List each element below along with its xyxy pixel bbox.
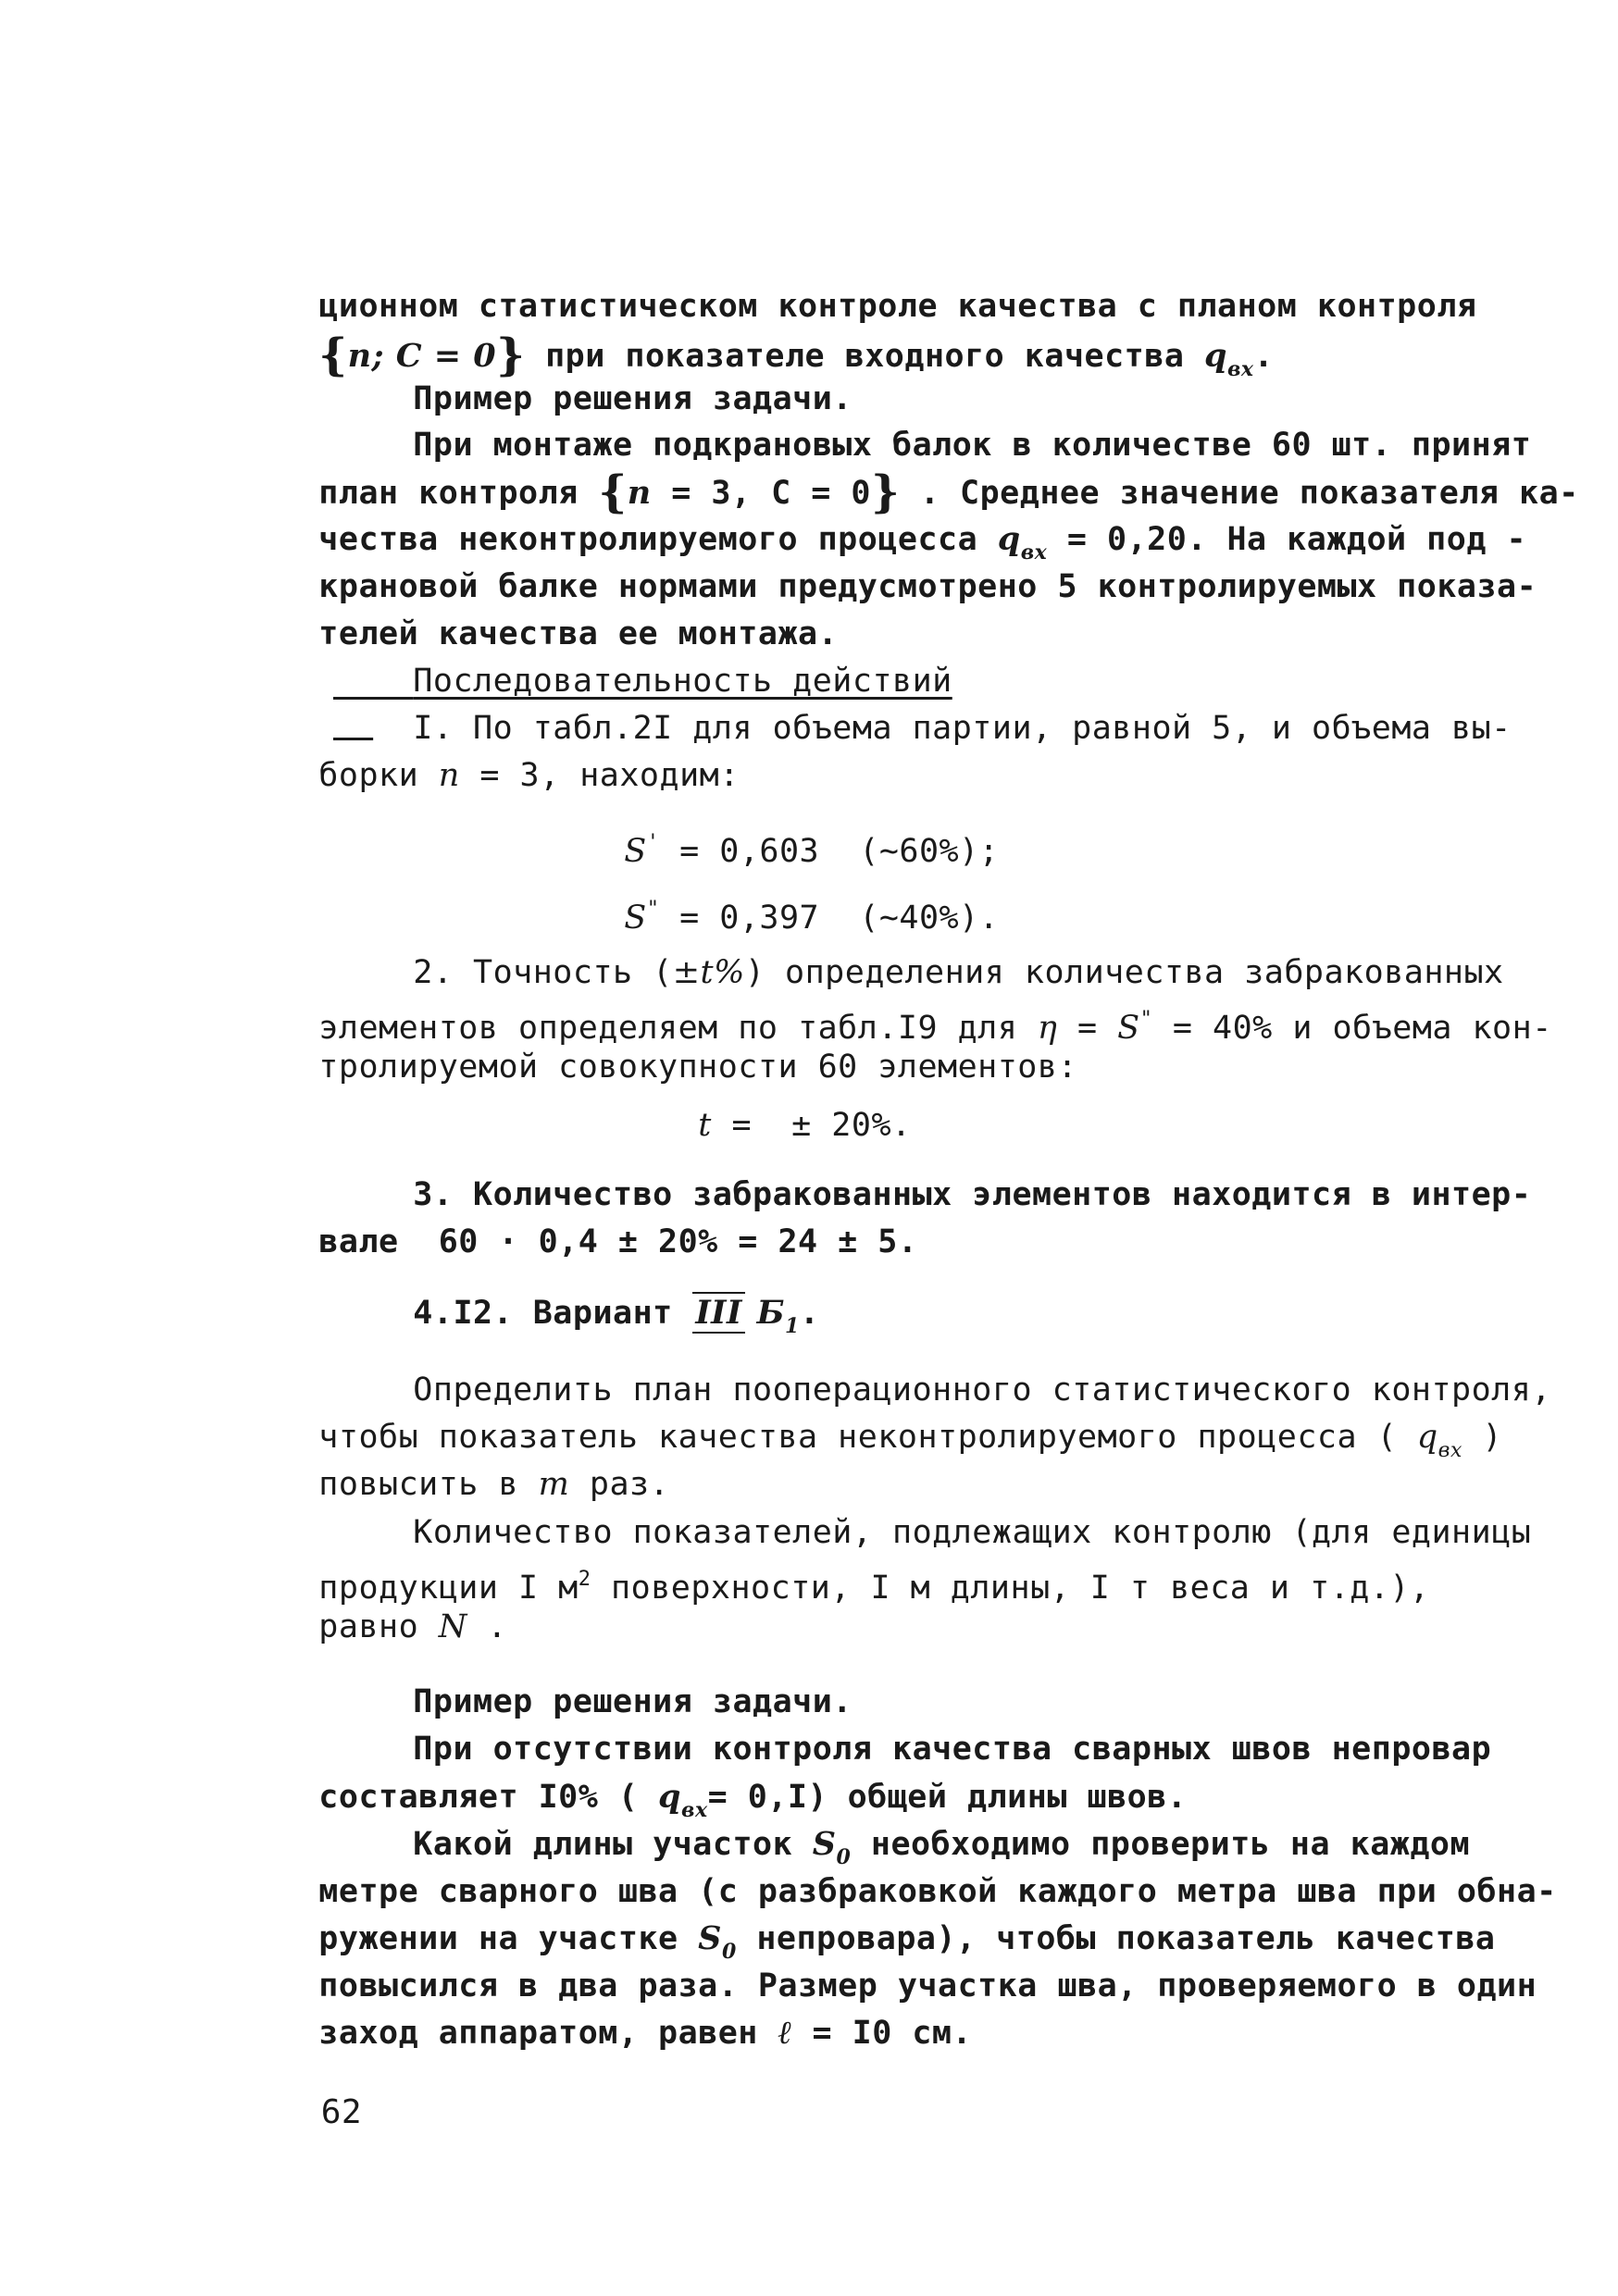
text-span: 62 <box>320 2093 363 2131</box>
text-span: = 40% и объема кон- <box>1152 1010 1552 1047</box>
text-span: ционном статистическом контроле качества с планом контроля <box>318 288 1477 325</box>
text-span: 3. Количество забракованных элементов находится в интер- <box>413 1176 1532 1213</box>
text-span: повысился в два раза. Размер участка шва, проверяемого в один <box>318 1967 1537 2004</box>
text-span: крановой балке нормами предусмотрено 5 контролируемых показа- <box>318 568 1537 605</box>
text-span: поверхности, I м длины, I т веса и т.д.), <box>591 1570 1430 1607</box>
text-span: Какой длины участок <box>413 1826 813 1863</box>
variable-q: q <box>997 520 1021 558</box>
text-span: = 0,603 (~60%); <box>659 833 1000 870</box>
text-span: непровара), чтобы показатель качества <box>736 1920 1496 1957</box>
text-span: телей качества ее монтажа. <box>318 615 839 652</box>
roman-numeral: III <box>692 1292 745 1334</box>
text-span: вале 60 · 0,4 ± 20% = 24 ± 5. <box>318 1223 918 1260</box>
text-span: Количество показателей, подлежащих контролю (для единицы <box>413 1514 1532 1551</box>
subscript: вх <box>1020 540 1048 565</box>
text-span: = 0,20. На каждой под - <box>1047 521 1527 558</box>
text-span: 2. Точность ( <box>413 954 673 991</box>
text-span: план контроля <box>318 475 599 512</box>
text-span: чтобы показатель качества неконтролируемого процесса ( <box>318 1419 1417 1456</box>
text-span: = I0 см. <box>791 2015 973 2052</box>
variable-eta: η <box>1037 1010 1058 1047</box>
subscript: вх <box>681 1798 708 1822</box>
text-span: = 3, C = 0 <box>651 475 871 512</box>
text-span: = <box>1057 1010 1118 1047</box>
variable-n: n <box>627 474 652 512</box>
text-span: . Среднее значение показателя ка- <box>900 475 1579 512</box>
text-span: I. По табл.2I для объема партии, равной 5, и объема вы- <box>413 710 1512 747</box>
variable-n: N <box>438 1608 467 1645</box>
text-span: Последовательность действий <box>413 663 952 700</box>
text-span: продукции I м <box>318 1570 579 1607</box>
text-span: повысить в <box>318 1466 539 1503</box>
text-span: При монтаже подкрановых балок в количестве 60 шт. принят <box>413 427 1532 464</box>
brace: { <box>598 466 628 518</box>
subscript: 0 <box>721 1940 737 1964</box>
page-number <box>239 2052 362 2174</box>
variable-s: S <box>624 900 647 937</box>
text-span: составляет I0% ( <box>318 1779 659 1816</box>
brace: { <box>318 329 348 381</box>
text-span: ; C = 0 <box>371 337 497 375</box>
text-span: . <box>799 1295 820 1332</box>
text-span: = ± 20%. <box>711 1107 912 1144</box>
brace: } <box>870 466 901 518</box>
variable-t: ±t% <box>672 954 745 991</box>
variable-q: q <box>1416 1419 1438 1456</box>
text-span: раз. <box>569 1466 670 1503</box>
text-span: ) определения количества забракованных <box>744 954 1504 991</box>
text-span: при показателе входного качества <box>525 338 1204 375</box>
text-span: равно <box>318 1608 439 1645</box>
variable-t: t <box>698 1107 712 1144</box>
variable-s: S <box>1117 1010 1140 1047</box>
subscript: вх <box>1438 1439 1462 1462</box>
text-span: элементов определяем по табл.I9 для <box>318 1010 1038 1047</box>
text-span: . <box>1253 338 1275 375</box>
text-span: = 0,I) общей длины швов. <box>707 1779 1188 1816</box>
prime: ' <box>646 831 660 854</box>
prime: " <box>1139 1008 1153 1031</box>
text-span: борки <box>318 757 439 794</box>
text-span: заход аппаратом, равен <box>318 2015 778 2052</box>
subscript: 1 <box>785 1314 800 1338</box>
text-span: Пример решения задачи. <box>413 380 853 417</box>
text-span: метре сварного шва (с разбраковкой каждого метра шва при обна- <box>318 1873 1557 1910</box>
brace: } <box>496 329 526 381</box>
text-span: ) <box>1462 1419 1503 1456</box>
variable-s: S <box>698 1919 722 1957</box>
text-span: = 3, находим: <box>459 757 740 794</box>
variable-m: m <box>538 1466 570 1503</box>
text-span: необходимо проверить на каждом <box>851 1826 1471 1863</box>
variable-q: q <box>1203 337 1227 375</box>
text-span: тролируемой совокупности 60 элементов: <box>318 1049 1078 1086</box>
variable-n: n <box>438 757 460 794</box>
text-span: . <box>467 1608 508 1645</box>
text-span: ружении на участке <box>318 1920 699 1957</box>
text-span: чества неконтролируемого процесса <box>318 521 998 558</box>
variable-q: q <box>658 1778 682 1816</box>
variable-s: S <box>812 1825 837 1863</box>
text-span: Б <box>744 1294 786 1332</box>
superscript: 2 <box>578 1568 591 1591</box>
text-span: При отсутствии контроля качества сварных швов непровар <box>413 1731 1492 1768</box>
text-span: Пример решения задачи. <box>413 1683 853 1720</box>
variable-n: n <box>347 337 372 375</box>
text-span: Определить план пооперационного статистического контроля, <box>413 1371 1551 1409</box>
subscript: вх <box>1226 357 1254 381</box>
text-span: = 0,397 (~40%). <box>659 900 1000 937</box>
variable-l: ℓ <box>778 2014 792 2052</box>
subscript: 0 <box>836 1845 852 1869</box>
text-span: 4.I2. Вариант <box>413 1295 693 1332</box>
variable-s: S <box>624 833 647 870</box>
prime: " <box>646 898 660 921</box>
